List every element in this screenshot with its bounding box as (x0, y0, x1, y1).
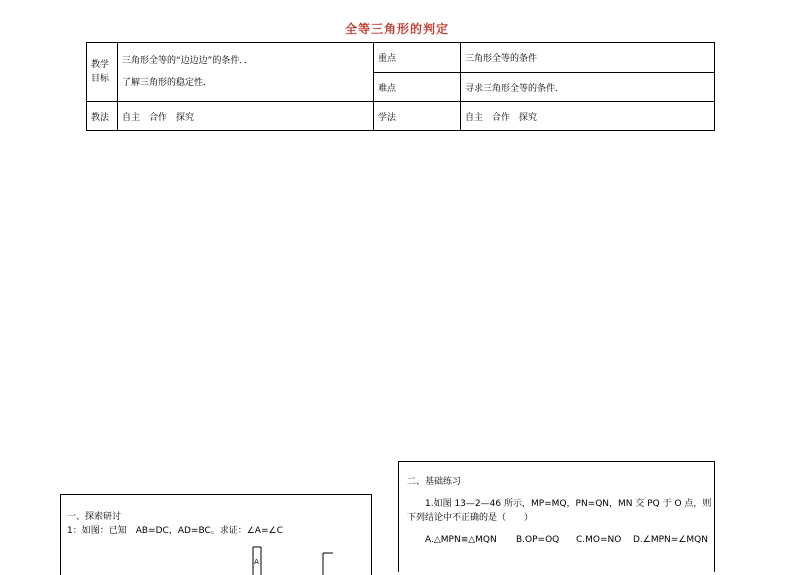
table-row-key (87, 43, 715, 73)
exploration-problem: 1：如图：已知 AB=DC，AD=BC。求证：∠A=∠C (67, 526, 283, 536)
basic-practice-section (398, 461, 715, 572)
study-method-text: 自主 合作 探究 (461, 102, 715, 131)
document-title: 全等三角形的判定 (344, 22, 449, 36)
key-point-label: 重点 (374, 43, 461, 73)
lesson-plan-table (86, 42, 715, 131)
option-c: C.MO=NO (576, 535, 622, 545)
question-1-line-2: 下列结论中不正确的是（ ） (407, 513, 534, 523)
exploration-heading: 一、探索研讨 (67, 512, 122, 522)
geometry-figure (249, 545, 369, 575)
difficulty-label: 难点 (374, 73, 461, 102)
table-row-method (87, 102, 715, 131)
study-method-label: 学法 (374, 102, 461, 131)
figure-point-a: A (254, 558, 259, 566)
question-1-line-1: 1.如图 13—2—46 所示，MP=MQ，PN=QN，MN 交 PQ 于 O 点，则 (425, 499, 712, 509)
key-point-text: 三角形全等的条件 (461, 43, 715, 73)
option-a: A.△MPN≌△MQN (425, 535, 497, 545)
teaching-method-text: 自主 合作 探究 (118, 102, 374, 131)
option-d: D.∠MPN=∠MQN (633, 535, 708, 545)
teaching-goal-line-1: 三角形全等的“边边边”的条件．． (122, 56, 253, 66)
teaching-goal-line-2: 了解三角形的稳定性． (122, 78, 213, 88)
basic-practice-heading: 二、基础练习 (407, 477, 462, 487)
teaching-goal-label: 教学目标 (91, 60, 110, 84)
difficulty-text: 寻求三角形全等的条件． (461, 73, 715, 102)
teaching-method-label: 教法 (87, 102, 118, 131)
teaching-goal-cell (118, 43, 374, 102)
exploration-section (60, 494, 372, 575)
teaching-goal-label-cell (87, 43, 118, 102)
option-b: B.OP=OQ (516, 535, 560, 545)
